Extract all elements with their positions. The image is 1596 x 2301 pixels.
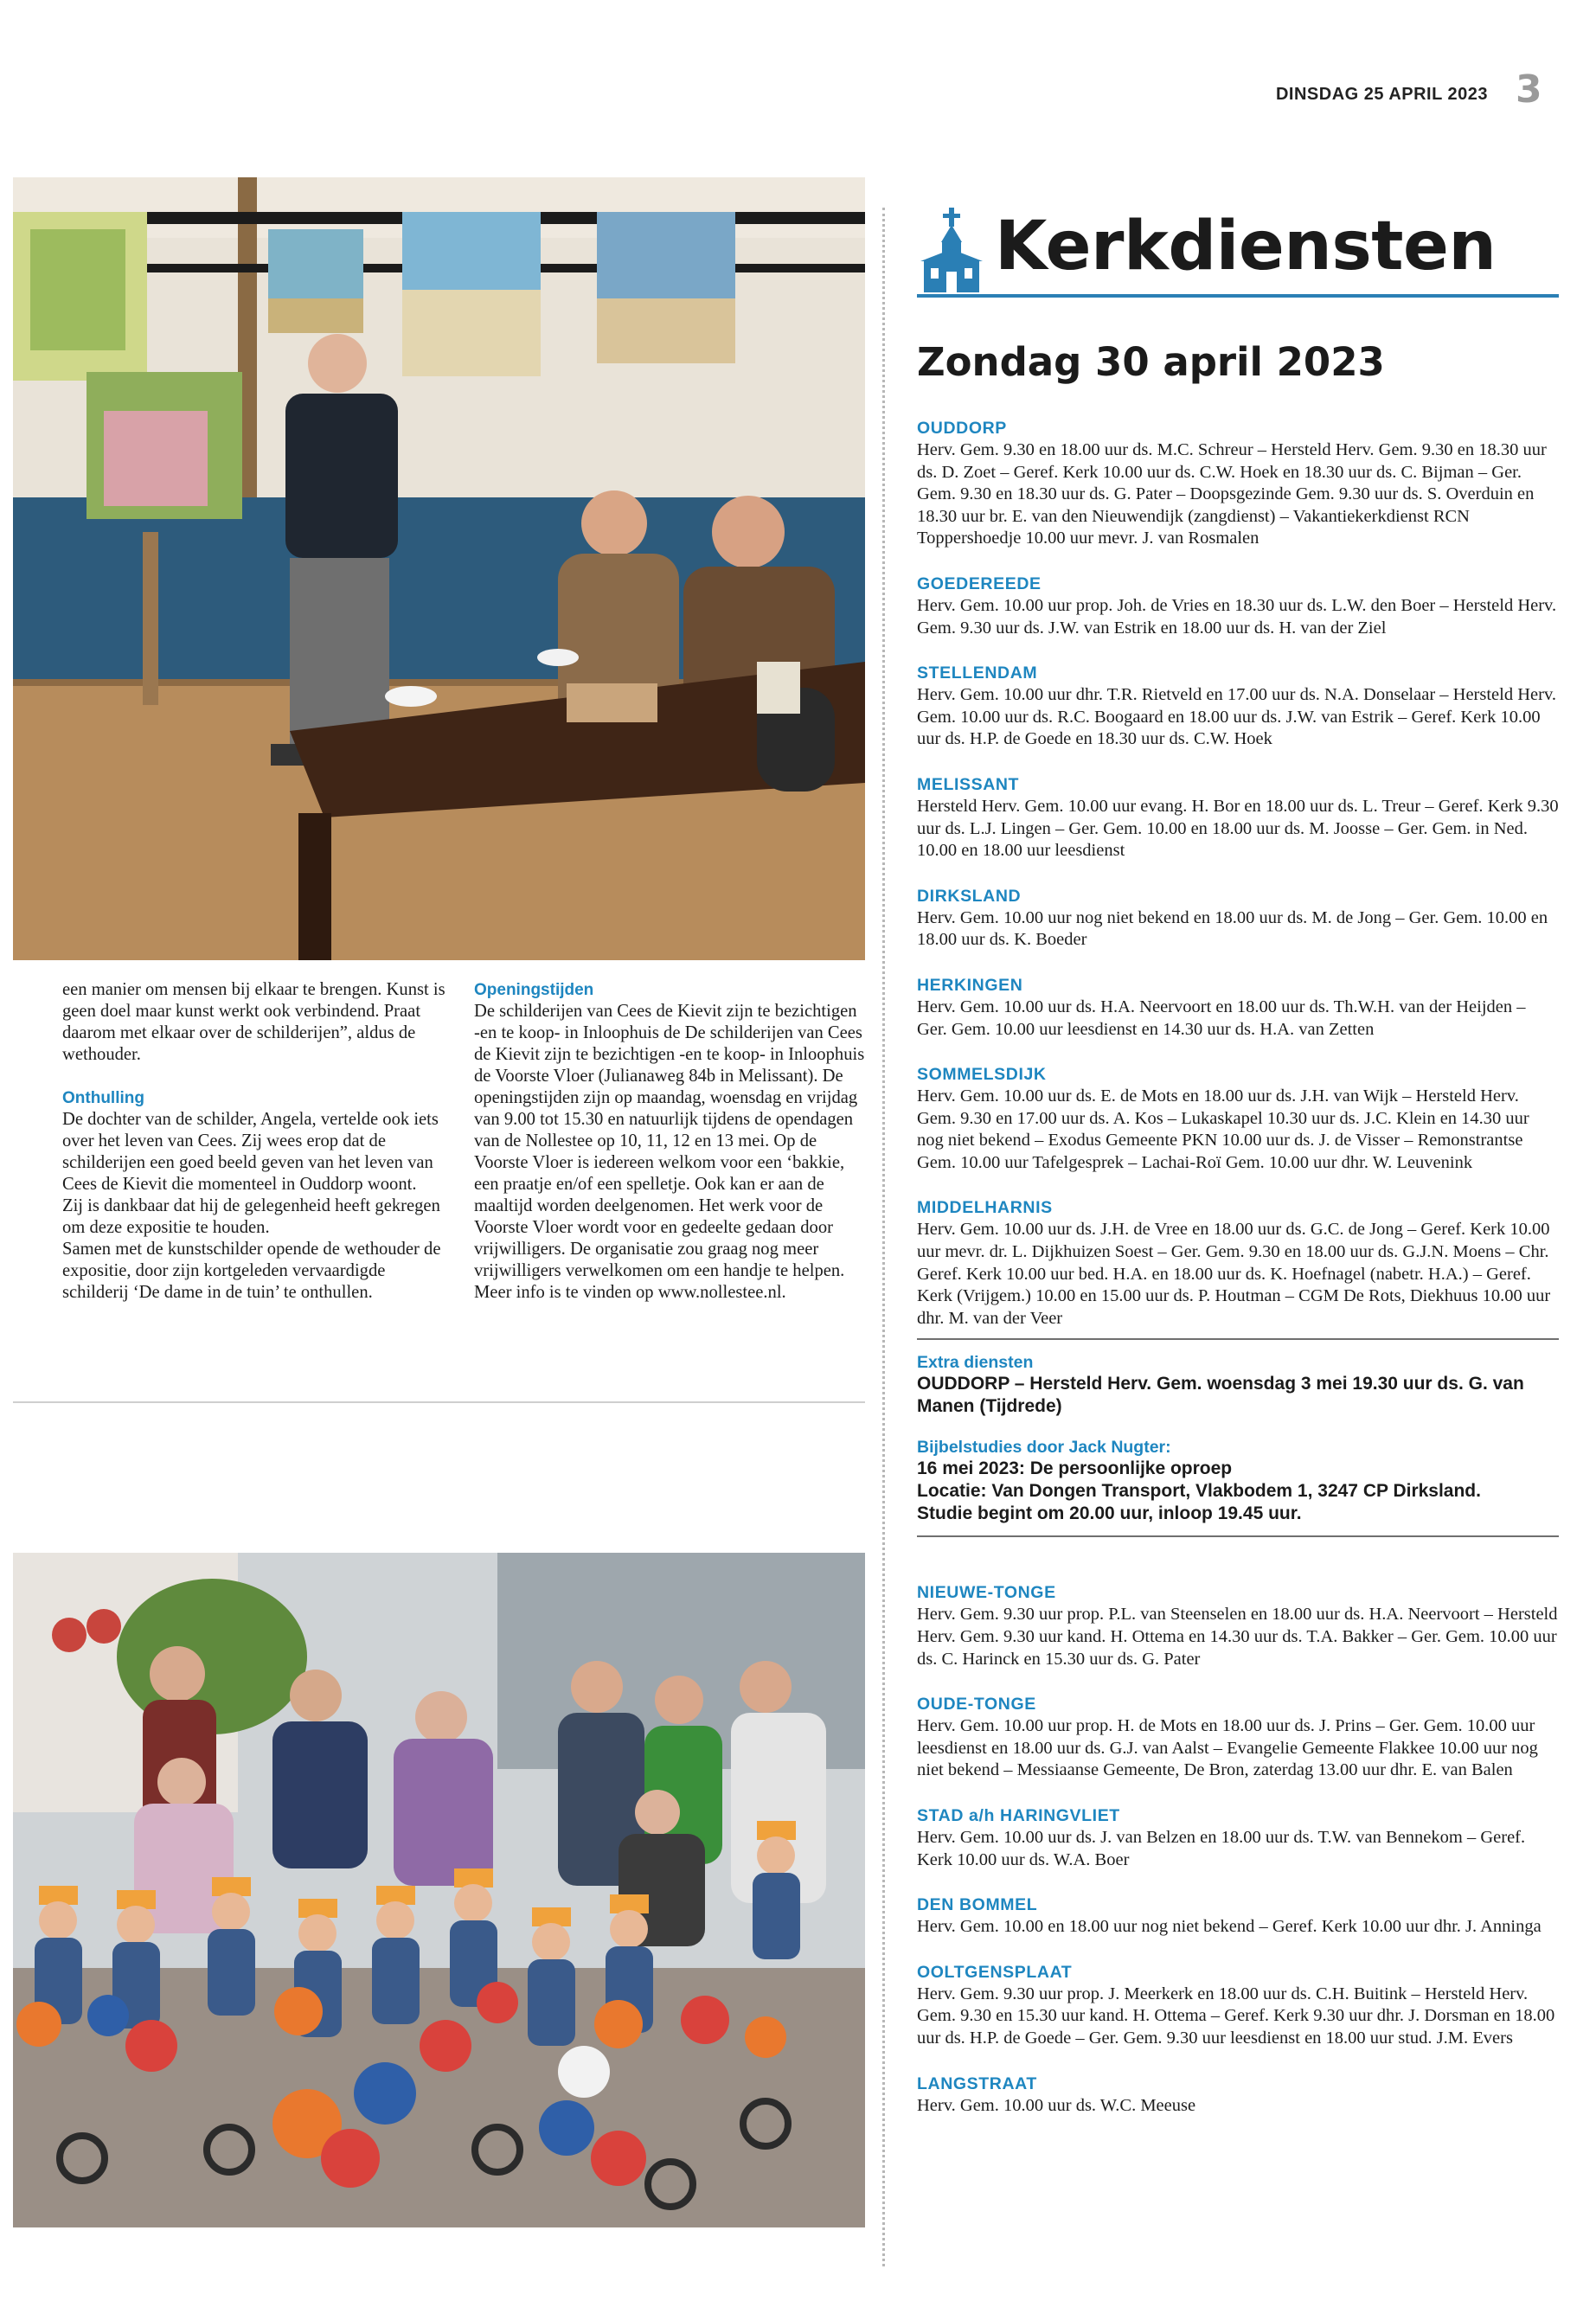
onthulling-paragraph-3: Samen met de kunstschilder opende de wethouder de expositie, door zijn kortgeleden vervaardigde schilderij ‘De dame in de tuin’ te onthullen. — [62, 1240, 441, 1302]
service-goedereede — [917, 574, 1559, 639]
extra-divider-bottom — [917, 1535, 1559, 1537]
column-separator — [882, 208, 885, 2266]
service-oude-tonge — [917, 1694, 1559, 1782]
service-sommelsdijk — [917, 1064, 1559, 1174]
sunday-date-heading: Zondag 30 april 2023 — [917, 339, 1385, 385]
bible-study-time: Studie begint om 20.00 uur, inloop 19.45 uur. — [917, 1503, 1302, 1524]
bible-study-topic: 16 mei 2023: De persoonlijke oproep — [917, 1458, 1233, 1479]
service-place: SOMMELSDIJK — [917, 1065, 1047, 1085]
service-text: Herv. Gem. 10.00 uur nog niet bekend en 18.00 uur ds. M. de Jong – Ger. Gem. 10.00 en 18.00 uur ds. K. Boeder — [917, 907, 1548, 950]
service-dirksland — [917, 886, 1559, 952]
service-place: DEN BOMMEL — [917, 1895, 1038, 1915]
onthulling-paragraph-2: Zij is dankbaar dat hij de gelegenheid heeft gekregen om deze expositie te houden. — [62, 1196, 440, 1237]
service-text: Herv. Gem. 10.00 uur ds. H.A. Neervoort en 18.00 uur ds. Th.W.H. van der Heijden – Ger. Gem. 10.00 uur leesdienst en 14.30 uur ds. H.A. van Zetten — [917, 997, 1526, 1039]
service-nieuwe-tonge — [917, 1582, 1559, 1670]
openingstijden-paragraph: De schilderijen van Cees de Kievit zijn te bezichtigen -en te koop- in Inloophuis de De schilderijen van Cees de Kievit zijn te bezichtigen -en te koop- in Inloophuis de Voorste Vloer (Julianaweg 84b in Melissant). De openingstijden zijn op maandag, woensdag en vrijdag van 9.00 tot 15.30 en natuurlijk tijdens de opendagen van de Nollestee op 10, 11, 12 en 13 mei. Op de Voorste Vloer is iedereen welkom voor een ‘bakkie, een praatje en/of een spelletje. Ook kan er aan de maaltijd worden deelgenomen. Het werk voor de Voorste Vloer wordt voor en gedeelte gedaan door vrijwilligers. De organisatie zou graag nog meer vrijwilligers verwelkomen om een handje te helpen. Meer info is te vinden op www.nollestee.nl. — [474, 1002, 865, 1302]
extra-services-heading: Extra diensten — [917, 1353, 1034, 1373]
service-melissant — [917, 774, 1559, 862]
church-icon — [917, 208, 986, 292]
title-underline — [917, 294, 1559, 298]
service-stellendam — [917, 663, 1559, 751]
service-place: MELISSANT — [917, 774, 1020, 794]
page-number: 3 — [1516, 67, 1542, 112]
issue-date: DINSDAG 25 APRIL 2023 — [1275, 85, 1488, 104]
service-place: GOEDEREEDE — [917, 574, 1042, 593]
service-den-bommel — [917, 1894, 1559, 1939]
exhibition-photo — [13, 177, 865, 960]
bible-study-heading: Bijbelstudies door Jack Nugter: — [917, 1438, 1171, 1458]
service-text: Herv. Gem. 10.00 en 18.00 uur nog niet bekend – Geref. Kerk 10.00 uur dhr. J. Anninga — [917, 1917, 1542, 1937]
service-ouddorp — [917, 418, 1559, 550]
service-text: Herv. Gem. 9.30 uur prop. J. Meerkerk en 18.00 uur ds. C.H. Buitink – Hersteld Herv. Gem. 9.30 en 15.30 uur kand. H. Ottema – Geref. Kerk 9.30 uur dhr. J. Dorsman en 18.00 uur ds. H.P. de Goede – Ger. Gem. 9.30 uur leesdienst en 18.00 uur stud. J.M. Evers — [917, 1984, 1555, 2048]
service-place: HERKINGEN — [917, 975, 1023, 995]
group-illustration — [13, 1553, 865, 2227]
service-place: STAD a/h HARINGVLIET — [917, 1806, 1120, 1825]
service-text: Herv. Gem. 10.00 uur prop. H. de Mots en 18.00 uur ds. J. Prins – Ger. Gem. 10.00 uur leesdienst en 18.00 uur ds. G.J. van Aalst – Evangelie Gemeente Flakkee 10.00 uur nog niet bekend – Messiaanse Gemeente, De Bron, zaterdag 13.00 uur dhr. E. van Balen — [917, 1716, 1538, 1780]
article-column-1 — [62, 979, 445, 1304]
service-place: MIDDELHARNIS — [917, 1198, 1053, 1218]
service-text: Herv. Gem. 10.00 uur ds. E. de Mots en 18.00 uur ds. J.H. van Wijk – Hersteld Herv. Gem. 9.30 en 17.00 uur ds. A. Kos – Lukaskapel 10.30 uur ds. J.C. Klein en 14.30 uur nog niet bekend – Exodus Gemeente PKN 10.00 uur ds. J. de Visser – Remonstrantse Gem. 10.00 uur Tafelgesprek – Lachai-Roï Gem. 10.00 uur dhr. W. Leuvenink — [917, 1086, 1529, 1172]
onthulling-heading: Onthulling — [62, 1089, 144, 1107]
service-text: Herv. Gem. 10.00 uur ds. J.H. de Vree en 18.00 uur ds. G.C. de Jong – Geref. Kerk 10.00 uur mevr. dr. L. Dijkhuizen Soest – Ger. Gem. 9.30 en 18.00 uur ds. G.J.N. Moens – Chr. Geref. Kerk 10.00 uur bed. H.A. en 18.00 uur ds. K. Hoefnagel (nabetr. H.A.) – Geref. Kerk (Vrijgem.) 10.00 en 15.00 uur ds. P. Houtman – CGM De Rots, Diekhuus 10.00 uur dhr. M. van der Veer — [917, 1220, 1551, 1328]
service-ooltgensplaat — [917, 1962, 1559, 2050]
services-list — [917, 418, 1559, 2117]
service-place: NIEUWE-TONGE — [917, 1583, 1056, 1603]
service-text: Herv. Gem. 10.00 uur ds. J. van Belzen en 18.00 uur ds. T.W. van Bennekom – Geref. Kerk 10.00 uur ds. W.A. Boer — [917, 1828, 1526, 1869]
service-text: Herv. Gem. 9.30 en 18.00 uur ds. M.C. Schreur – Hersteld Herv. Gem. 9.30 en 18.30 uur ds. D. Zoet – Geref. Kerk 10.00 uur ds. C.W. Hoek en 18.30 uur ds. C. Bijman – Ger. Gem. 9.30 en 18.30 uur ds. G. Pater – Doopsgezinde Gem. 9.30 uur ds. S. Overduin en 18.30 uur br. E. van den Nieuwendijk (zangdienst) – Vakantiekerkdienst RCN Toppershoedje 10.00 uur mevr. J. van Rosmalen — [917, 440, 1547, 548]
service-text: Herv. Gem. 10.00 uur ds. W.C. Meeuse — [917, 2095, 1196, 2115]
extra-divider-top — [917, 1338, 1559, 1340]
service-middelharnis — [917, 1197, 1559, 1330]
openingstijden-heading: Openingstijden — [474, 981, 594, 999]
article-column-2 — [474, 979, 865, 1304]
article-divider — [13, 1401, 865, 1403]
service-place: STELLENDAM — [917, 663, 1038, 683]
extra-service-ouddorp: OUDDORP – Hersteld Herv. Gem. woensdag 3 mei 19.30 uur ds. G. van Manen (Tijdrede) — [917, 1374, 1524, 1417]
exhibition-illustration — [13, 177, 865, 960]
service-text: Hersteld Herv. Gem. 10.00 uur evang. H. Bor en 18.00 uur ds. L. Treur – Geref. Kerk 9.30 uur ds. L.J. Lingen – Ger. Gem. 10.00 en 18.00 uur ds. M. Joosse – Ger. Gem. in Ned. 10.00 en 18.00 uur leesdienst — [917, 796, 1559, 861]
extra-services — [917, 1352, 1559, 1525]
bible-study-location: Locatie: Van Dongen Transport, Vlakbodem 1, 3247 CP Dirksland. — [917, 1481, 1481, 1502]
section-title: Kerkdiensten — [995, 208, 1497, 285]
onthulling-paragraph-1: De dochter van de schilder, Angela, vertelde ook iets over het leven van Cees. Zij wees erop dat de schilderijen een goed beeld geven van het leven van Cees de Kievit die momenteel in Ouddorp woont. — [62, 1110, 439, 1194]
service-herkingen — [917, 975, 1559, 1041]
service-place: OUDDORP — [917, 419, 1007, 438]
service-place: OOLTGENSPLAAT — [917, 1962, 1073, 1982]
service-stad-haringvliet — [917, 1805, 1559, 1871]
article-intro: een manier om mensen bij elkaar te brengen. Kunst is geen doel maar kunst werkt ook verbindend. Praat daarom met elkaar over de schilderijen”, aldus de wethouder. — [62, 980, 445, 1064]
service-text: Herv. Gem. 10.00 uur prop. Joh. de Vries en 18.30 uur ds. L.W. den Boer – Hersteld Herv. Gem. 9.30 uur ds. J.W. van Estrik en 18.00 uur ds. H. van der Ziel — [917, 595, 1557, 638]
service-place: OUDE-TONGE — [917, 1695, 1036, 1715]
group-photo — [13, 1553, 865, 2227]
service-place: DIRKSLAND — [917, 886, 1022, 906]
service-text: Herv. Gem. 9.30 uur prop. P.L. van Steenselen en 18.00 uur ds. H.A. Neervoort – Hersteld Herv. Gem. 9.30 uur kand. H. Ottema en 14.30 uur ds. T.A. Bakker – Ger. Gem. 10.00 uur ds. C. Harinck en 15.30 uur ds. G. Pater — [917, 1605, 1558, 1669]
service-place: LANGSTRAAT — [917, 2073, 1037, 2093]
service-text: Herv. Gem. 10.00 uur dhr. T.R. Rietveld en 17.00 uur ds. N.A. Donselaar – Hersteld Herv. Gem. 10.00 uur ds. R.C. Boogaard en 18.00 uur ds. J.W. van Estrik – Geref. Kerk 10.00 uur ds. H.P. de Goede en 18.30 uur ds. C.W. Hoek — [917, 685, 1556, 749]
service-langstraat — [917, 2073, 1559, 2118]
